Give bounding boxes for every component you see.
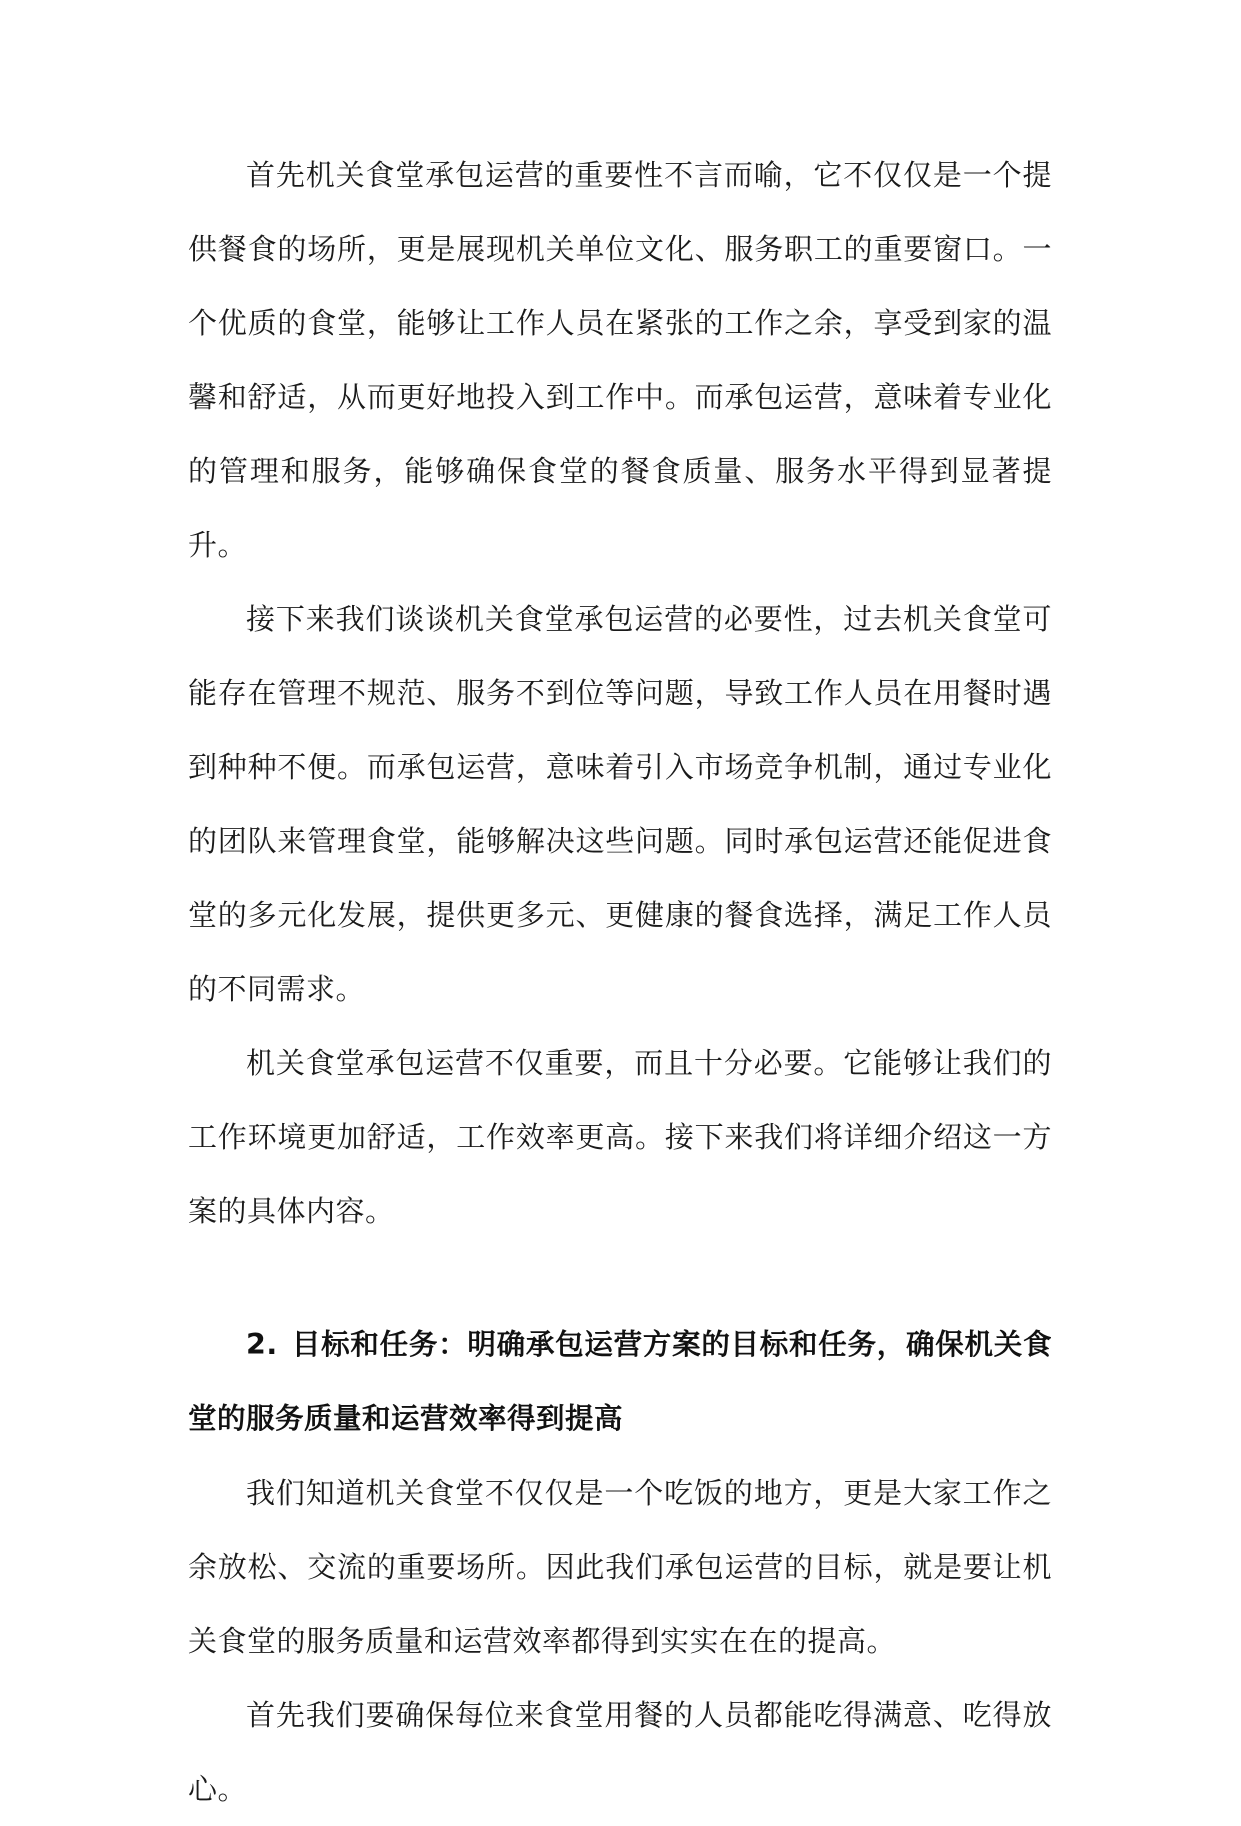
paragraph-summary: 机关食堂承包运营不仅重要，而且十分必要。它能够让我们的工作环境更加舒适，工作效率更高。接下来我们将详细介绍这一方案的具体内容。 bbox=[188, 1046, 1052, 1228]
paragraph-goal: 我们知道机关食堂不仅仅是一个吃饭的地方，更是大家工作之余放松、交流的重要场所。因此我们承包运营的目标，就是要让机关食堂的服务质量和运营效率都得到实实在在的提高。 bbox=[188, 1476, 1052, 1658]
document-body bbox=[188, 138, 1052, 1826]
paragraph-necessity: 接下来我们谈谈机关食堂承包运营的必要性，过去机关食堂可能存在管理不规范、服务不到位等问题，导致工作人员在用餐时遇到种种不便。而承包运营，意味着引入市场竞争机制，通过专业化的团队来管理食堂，能够解决这些问题。同时承包运营还能促进食堂的多元化发展，提供更多元、更健康的餐食选择，满足工作人员的不同需求。 bbox=[188, 602, 1052, 1006]
section-number: 2. bbox=[246, 1328, 278, 1361]
section-heading bbox=[188, 1308, 1052, 1456]
paragraph-first-goal: 首先我们要确保每位来食堂用餐的人员都能吃得满意、吃得放心。 bbox=[188, 1698, 1052, 1806]
section-title: 目标和任务：明确承包运营方案的目标和任务，确保机关食堂的服务质量和运营效率得到提高 bbox=[188, 1328, 1052, 1435]
paragraph-importance: 首先机关食堂承包运营的重要性不言而喻，它不仅仅是一个提供餐食的场所，更是展现机关单位文化、服务职工的重要窗口。一个优质的食堂，能够让工作人员在紧张的工作之余，享受到家的温馨和舒适，从而更好地投入到工作中。而承包运营，意味着专业化的管理和服务，能够确保食堂的餐食质量、服务水平得到显著提升。 bbox=[188, 158, 1052, 562]
